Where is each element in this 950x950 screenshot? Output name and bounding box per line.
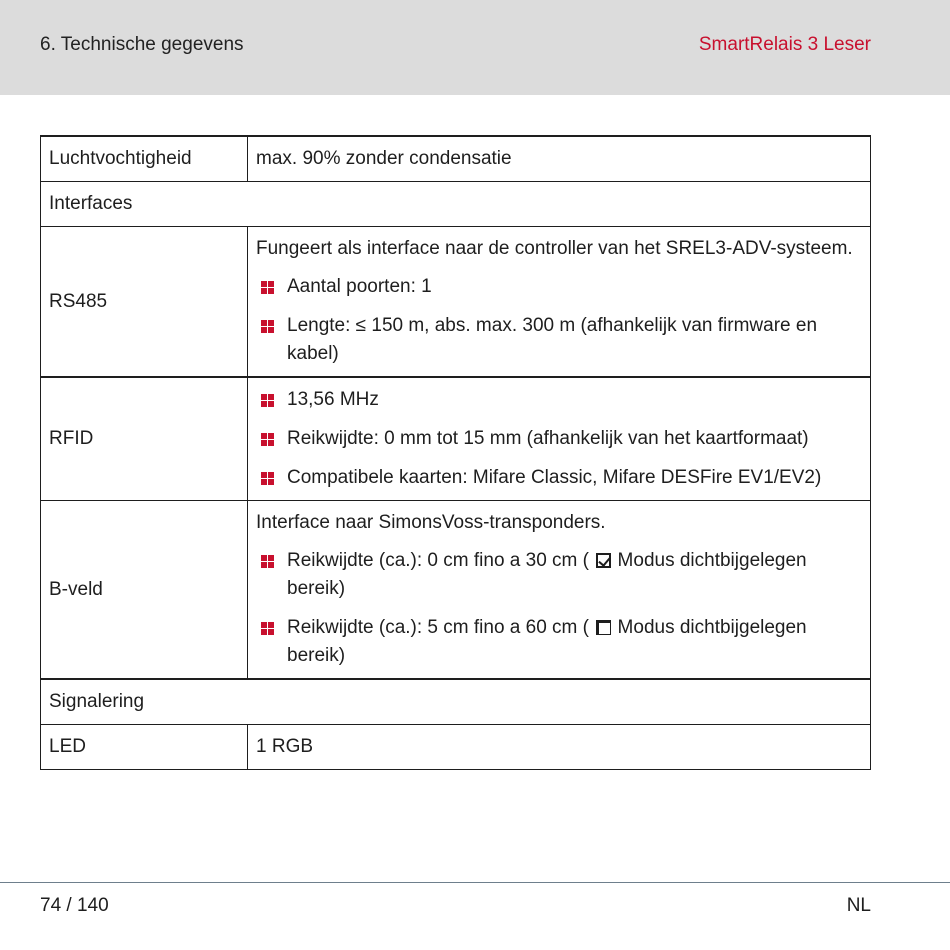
list-item <box>256 547 862 603</box>
rfid-bullet-list <box>256 386 862 492</box>
specifications-table <box>40 135 871 770</box>
list-item-text: 13,56 MHz <box>287 389 379 410</box>
led-label: LED <box>41 725 248 770</box>
rs485-label: RS485 <box>41 227 248 378</box>
list-item <box>256 312 862 368</box>
bullet-icon <box>261 433 274 446</box>
humidity-value: max. 90% zonder condensatie <box>248 136 871 182</box>
interfaces-heading: Interfaces <box>41 182 871 227</box>
list-item-text: Lengte: ≤ 150 m, abs. max. 300 m (afhankelijk van firmware en kabel) <box>287 315 818 364</box>
list-item <box>256 425 862 453</box>
table-row-led <box>41 725 871 770</box>
signaling-heading: Signalering <box>41 679 871 725</box>
list-item <box>256 386 862 414</box>
bullet-icon <box>261 622 274 635</box>
checked-checkbox-icon <box>596 553 611 568</box>
table-row-humidity <box>41 136 871 182</box>
bveld-intro: Interface naar SimonsVoss-transponders. <box>256 512 606 533</box>
humidity-label: Luchtvochtigheid <box>41 136 248 182</box>
bullet-icon <box>261 320 274 333</box>
list-item-text: Reikwijdte: 0 mm tot 15 mm (afhankelijk van het kaartformaat) <box>287 428 809 449</box>
list-item-text: Modus dichtbijgelegen bereik) <box>287 550 807 599</box>
bullet-icon <box>261 472 274 485</box>
rs485-bullet-list <box>256 273 862 368</box>
section-title: 6. Technische gegevens <box>40 34 244 55</box>
product-name: SmartRelais 3 Leser <box>698 34 871 55</box>
table-row-rs485 <box>41 227 871 378</box>
table-row-bveld <box>41 501 871 680</box>
bveld-value <box>248 501 871 680</box>
rfid-label: RFID <box>41 377 248 501</box>
table-row-rfid <box>41 377 871 501</box>
page-header <box>0 0 950 95</box>
list-item <box>256 614 862 670</box>
table-row-interfaces-heading <box>41 182 871 227</box>
list-item <box>256 273 862 301</box>
list-item-text: Compatibele kaarten: Mifare Classic, Mifare DESFire EV1/EV2) <box>287 467 822 488</box>
language-code: NL <box>846 895 871 916</box>
page-number: 74 / 140 <box>40 895 109 916</box>
list-item-text: Aantal poorten: 1 <box>287 276 432 297</box>
bullet-icon <box>261 394 274 407</box>
rs485-value <box>248 227 871 378</box>
rfid-value <box>248 377 871 501</box>
unchecked-checkbox-icon <box>596 620 611 635</box>
table-row-signaling-heading <box>41 679 871 725</box>
list-item-text: Reikwijdte (ca.): 5 cm fino a 60 cm ( <box>287 617 589 638</box>
bveld-bullet-list <box>256 547 862 670</box>
footer-divider <box>0 882 950 883</box>
list-item-text: Reikwijdte (ca.): 0 cm fino a 30 cm ( <box>287 550 589 571</box>
led-value: 1 RGB <box>248 725 871 770</box>
rs485-intro: Fungeert als interface naar de controller van het SREL3-ADV-systeem. <box>256 238 853 259</box>
bveld-label: B-veld <box>41 501 248 680</box>
bullet-icon <box>261 555 274 568</box>
list-item-text: Modus dichtbijgelegen bereik) <box>287 617 807 666</box>
list-item <box>256 464 862 492</box>
bullet-icon <box>261 281 274 294</box>
